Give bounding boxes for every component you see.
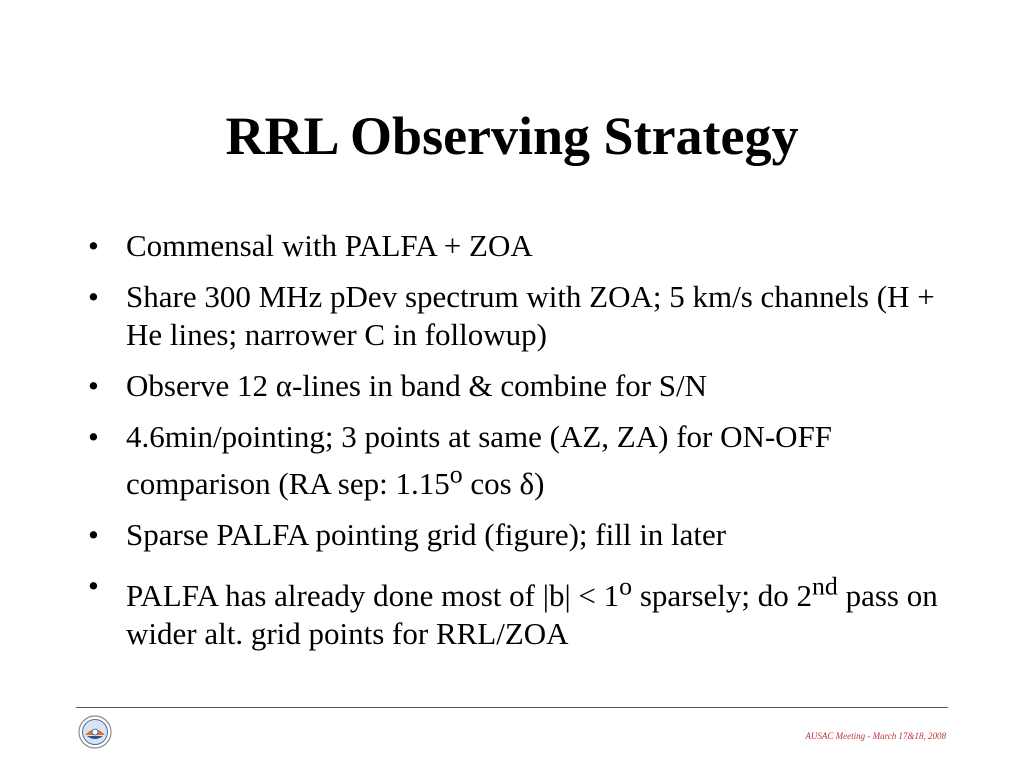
bullet-icon: •: [88, 517, 99, 553]
bullet-text-part: 4.6min/pointing; 3 points at same (AZ, ZA) for ON-OFF comparison (RA sep: 1.15: [126, 419, 833, 502]
bullet-text: Sparse PALFA pointing grid (figure); fill in later: [126, 517, 727, 553]
bullet-text-part: ): [534, 466, 545, 502]
organization-logo-icon: [78, 715, 112, 749]
bullet-text-part: -lines in band & combine for S/N: [292, 368, 708, 403]
bullet-text-part: pass on wider alt. grid points for RRL/ZOA: [126, 577, 938, 651]
footer-text: AUSAC Meeting - March 17&18, 2008: [805, 731, 946, 741]
bullet-icon: •: [88, 368, 99, 403]
bullet-item: [88, 367, 968, 405]
bullet-text-part: Observe 12: [126, 368, 276, 403]
bullet-icon: •: [88, 228, 99, 263]
bullet-icon: •: [88, 419, 99, 454]
bullet-text-part: PALFA has already done most of |b| < 1: [126, 577, 620, 613]
bullet-icon: •: [88, 568, 99, 604]
bullet-item: [88, 516, 968, 554]
ordinal-superscript: nd: [812, 571, 838, 601]
bullet-list: [88, 227, 968, 666]
footer-divider: [76, 707, 948, 708]
slide-title: RRL Observing Strategy: [225, 106, 799, 166]
bullet-text: Share 300 MHz pDev spectrum with ZOA; 5 km/s channels (H + He lines; narrower C in followup): [126, 279, 935, 352]
bullet-text-part: sparsely; do 2: [632, 577, 813, 613]
bullet-item: [88, 567, 968, 652]
bullet-text: Commensal with PALFA + ZOA: [126, 228, 533, 263]
bullet-text: [126, 419, 832, 501]
delta-symbol: δ: [519, 466, 535, 502]
degree-superscript: o: [619, 571, 633, 601]
bullet-item: [88, 278, 968, 354]
bullet-text: [126, 571, 938, 651]
bullet-icon: •: [88, 279, 99, 314]
bullet-text: [126, 368, 707, 403]
degree-superscript: o: [449, 460, 463, 489]
bullet-text-part: cos: [462, 466, 520, 502]
bullet-item: [88, 227, 968, 265]
alpha-symbol: α: [275, 368, 293, 403]
bullet-item: [88, 418, 968, 503]
